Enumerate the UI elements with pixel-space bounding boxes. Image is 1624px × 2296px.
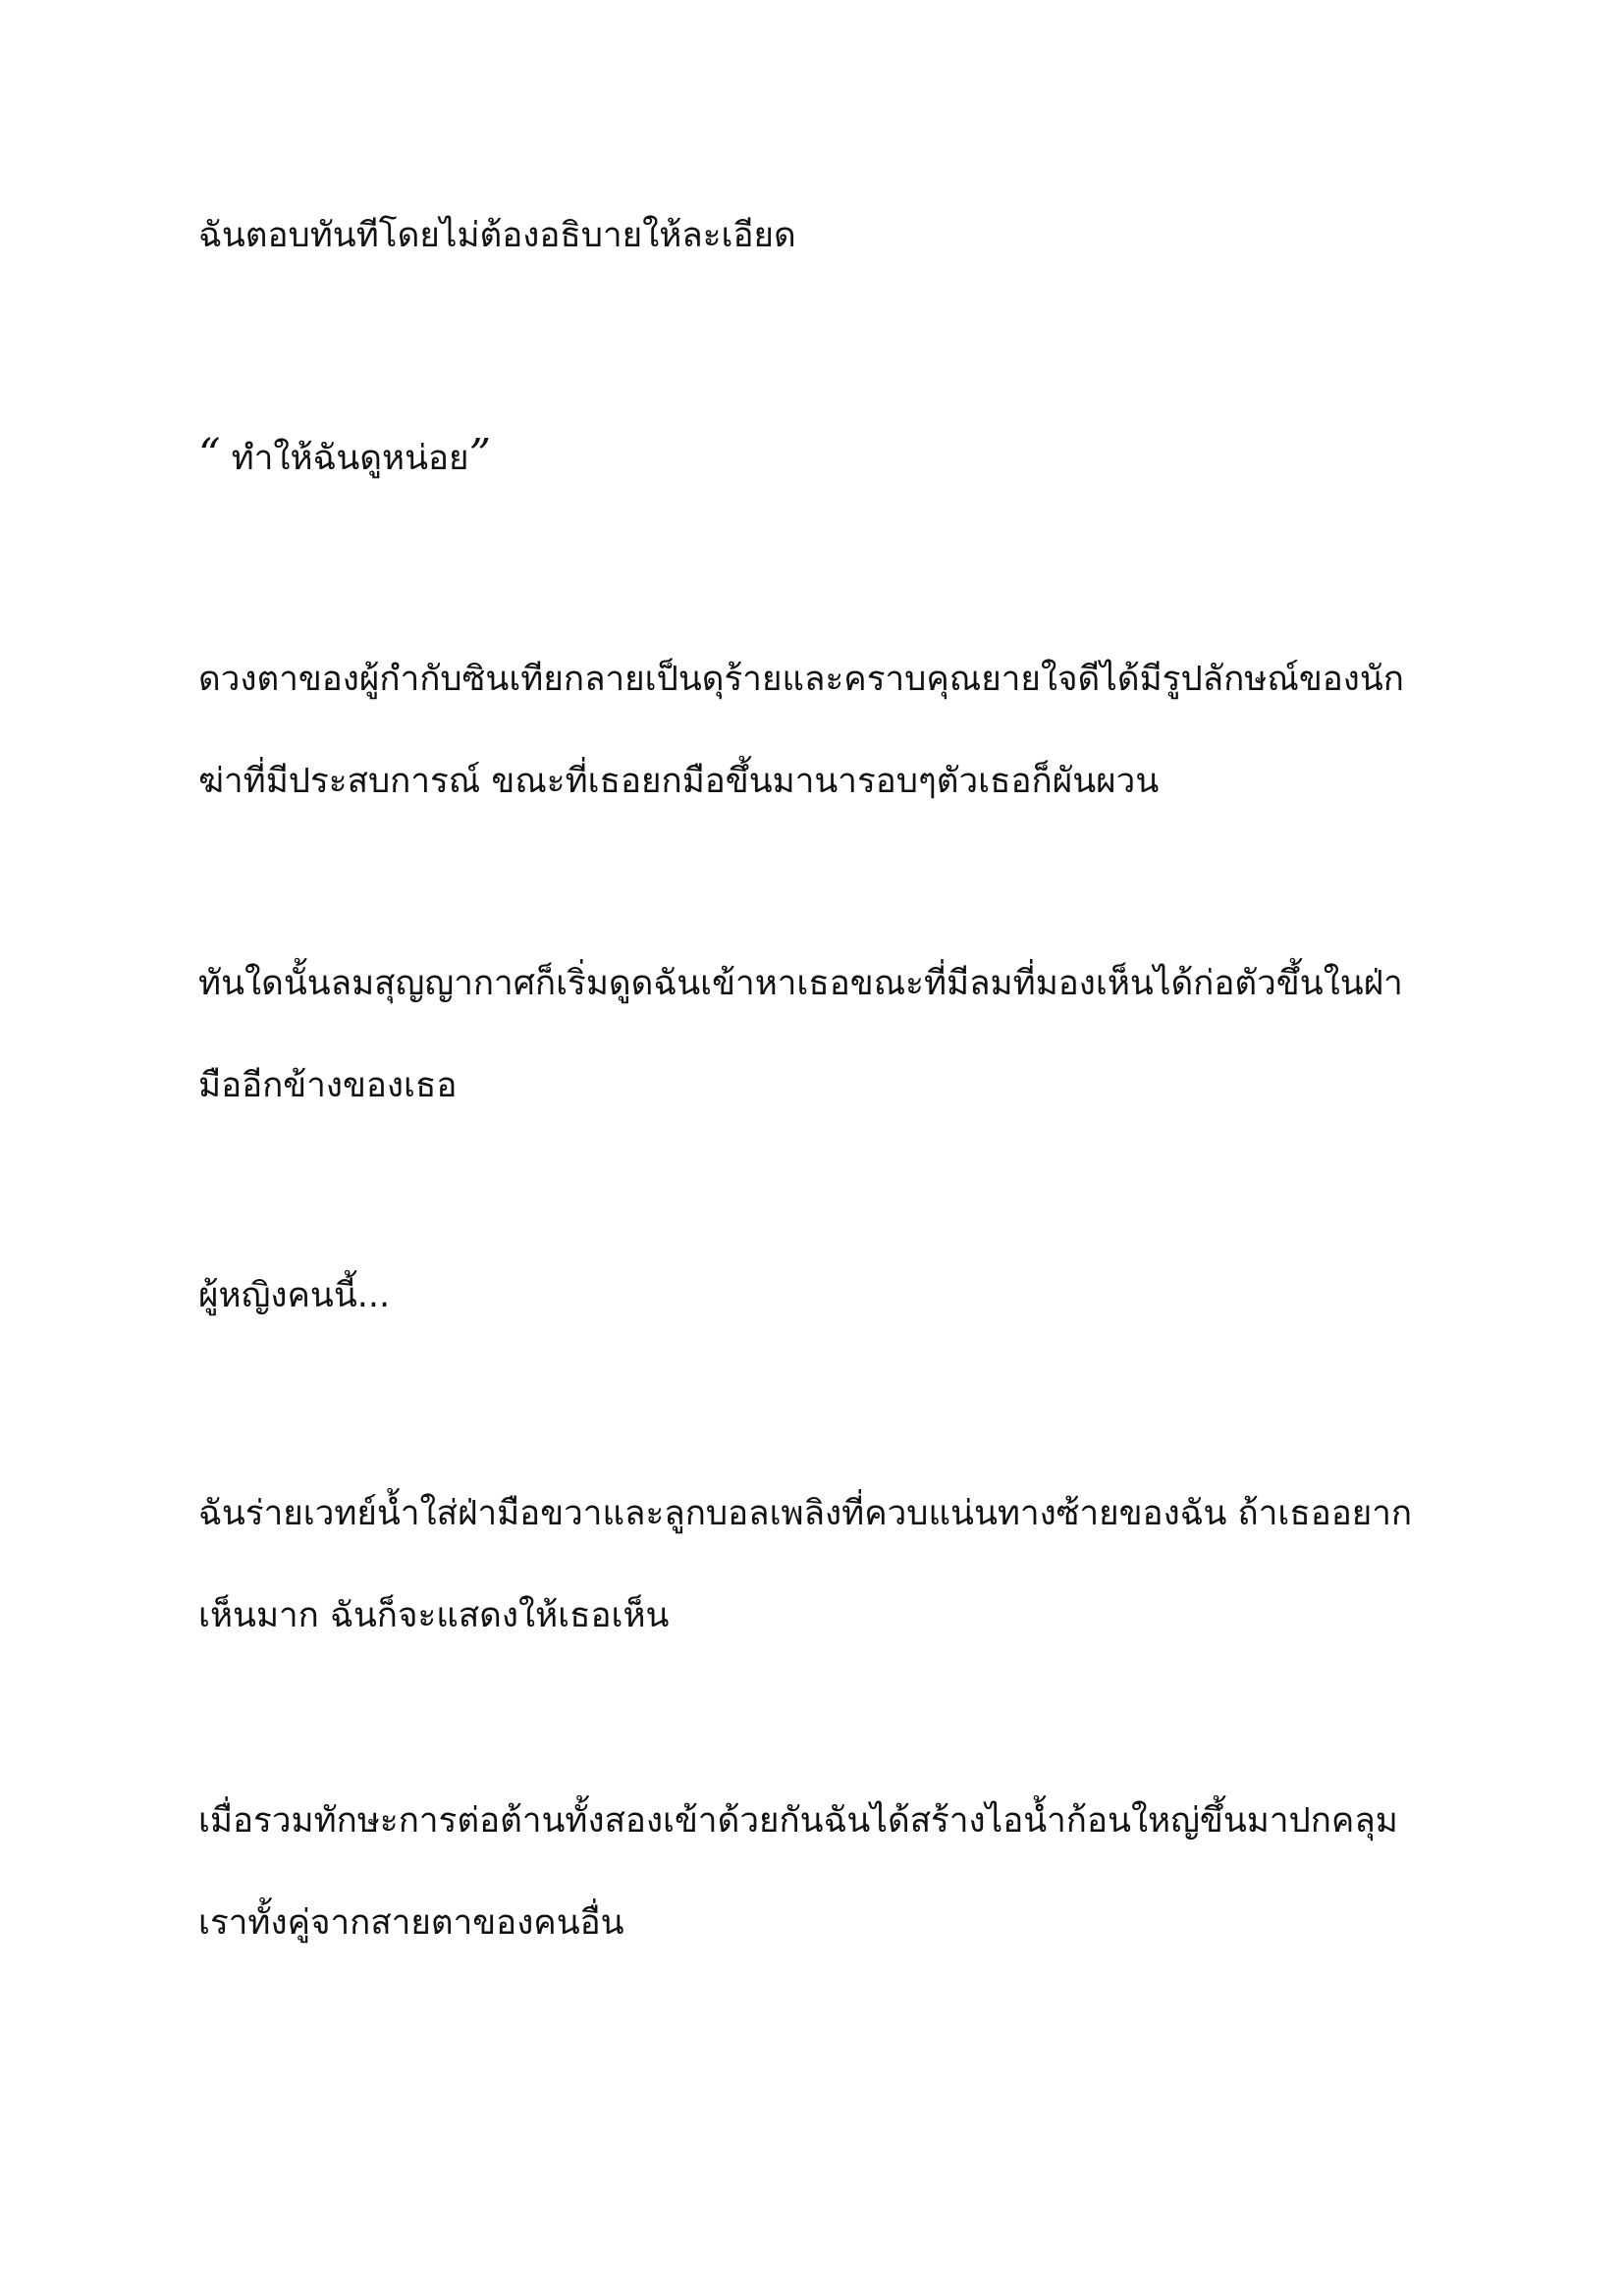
paragraph-line: ดวงตาของผู้กำกับซินเทียกลายเป็นดุร้ายและคราบคุณยายใจดีได้มีรูปลักษณ์ของนัก: [198, 660, 1404, 699]
paragraph-line: ทันใดนั้นลมสุญญากาศก็เริ่มดูดฉันเข้าหาเธอขณะที่มีลมที่มองเห็นได้ก่อตัวขึ้นในฝ่า: [198, 964, 1403, 1003]
paragraph-line: ฆ่าที่มีประสบการณ์ ขณะที่เธอยกมือขึ้นมานารอบๆตัวเธอก็ผันผวน: [198, 762, 1160, 801]
quote-text: ทำให้ฉันดูหน่อย: [220, 439, 469, 478]
paragraph-line: เมื่อรวมทักษะการต่อต้านทั้งสองเข้าด้วยกันฉันได้สร้างไอน้ำก้อนใหญ่ขึ้นมาปกคลุม: [198, 1801, 1398, 1841]
paragraph-line: มืออีกข้างของเธอ: [198, 1066, 458, 1105]
paragraph-5: [198, 1245, 1455, 1347]
open-quote-mark: “: [198, 430, 221, 480]
paragraph-line: ฉันร่ายเวทย์น้ำใส่ฝ่ามือขวาและลูกบอลเพลิงที่ควบแน่นทางซ้ายของฉัน ถ้าเธออยาก: [198, 1494, 1413, 1533]
paragraph-4: [198, 933, 1455, 1137]
paragraph-line: เราทั้งคู่จากสายตาของคนอื่น: [198, 1903, 624, 1943]
paragraph-1: [198, 185, 1455, 287]
close-quote-mark: ”: [468, 430, 492, 480]
paragraph-line: เห็นมาก ฉันก็จะแสดงให้เธอเห็น: [198, 1596, 670, 1635]
paragraph-7: [198, 1770, 1455, 1974]
paragraph-line: ฉันตอบทันทีโดยไม่ต้องอธิบายให้ละเอียด: [198, 216, 796, 255]
quote-line: [198, 404, 1455, 509]
paragraph-line: ผู้หญิงคนนี้...: [198, 1276, 391, 1315]
dialogue-quote: [198, 404, 1455, 509]
paragraph-3: [198, 628, 1455, 832]
paragraph-6: [198, 1463, 1455, 1667]
